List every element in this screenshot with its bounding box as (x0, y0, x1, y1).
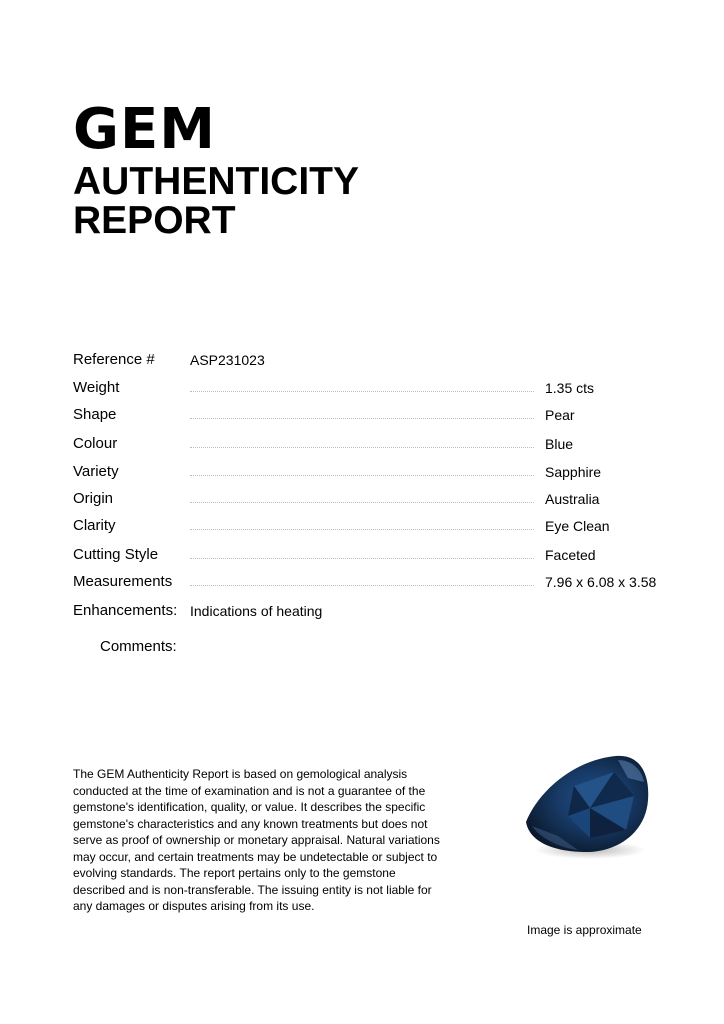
disclaimer-text: The GEM Authenticity Report is based on gemological analysis conducted at the time of examination and is not a guarantee of the gemstone's identification, quality, or value. It describes the specific gemstone's characteristics and any known treatments but does not serve as proof of ownership or monetary appraisal. Natural variations may occur, and certain treatments may be undetectable or subject to evolving standards. The report pertains only to the gemstone described and is non-transferable. The issuing entity is not liable for any damages or disputes arising from its use. (73, 767, 440, 913)
dotted-leader (190, 585, 534, 586)
field-row-weight (73, 376, 663, 400)
field-value: Australia (545, 491, 600, 507)
field-label: Variety (73, 463, 119, 480)
field-label: Measurements (73, 573, 173, 590)
field-value: Pear (545, 407, 575, 423)
dotted-leader (190, 558, 534, 559)
field-value: Blue (545, 436, 574, 452)
field-label: Clarity (73, 517, 116, 534)
dotted-leader (190, 502, 534, 503)
report-subtitle-line-1: AUTHENTICITY (73, 160, 359, 203)
reference-label: Reference # (73, 351, 155, 368)
enhancements-label: Enhancements: (73, 602, 178, 619)
field-row-origin (73, 487, 663, 511)
report-subtitle-line-2: REPORT (73, 199, 236, 242)
field-label: Colour (73, 435, 118, 452)
field-label: Shape (73, 406, 117, 423)
field-row-shape (73, 403, 663, 427)
dotted-leader (190, 391, 534, 392)
field-value: Sapphire (545, 464, 602, 480)
report-subtitle (73, 162, 359, 240)
field-row-clarity (73, 514, 663, 538)
comments-label: Comments: (100, 638, 177, 655)
field-value: Faceted (545, 547, 596, 563)
reference-value: ASP231023 (190, 352, 265, 368)
dotted-leader (190, 418, 534, 419)
field-row-colour (73, 432, 663, 456)
field-row-measurements (73, 570, 663, 594)
field-value: 1.35 cts (545, 380, 595, 396)
field-row-cutting-style (73, 543, 663, 567)
report-title-gem: GEM (73, 97, 216, 162)
field-label: Weight (73, 379, 120, 396)
field-row-variety (73, 460, 663, 484)
field-label: Cutting Style (73, 546, 159, 563)
dotted-leader (190, 447, 534, 448)
pear-sapphire-gem-icon (518, 752, 654, 862)
field-value: 7.96 x 6.08 x 3.58 (545, 574, 657, 590)
enhancements-row (73, 599, 663, 623)
reference-row (73, 348, 663, 372)
field-label: Origin (73, 490, 114, 507)
dotted-leader (190, 475, 534, 476)
image-caption: Image is approximate (527, 923, 642, 937)
dotted-leader (190, 529, 534, 530)
enhancements-value: Indications of heating (190, 603, 323, 619)
field-value: Eye Clean (545, 518, 610, 534)
